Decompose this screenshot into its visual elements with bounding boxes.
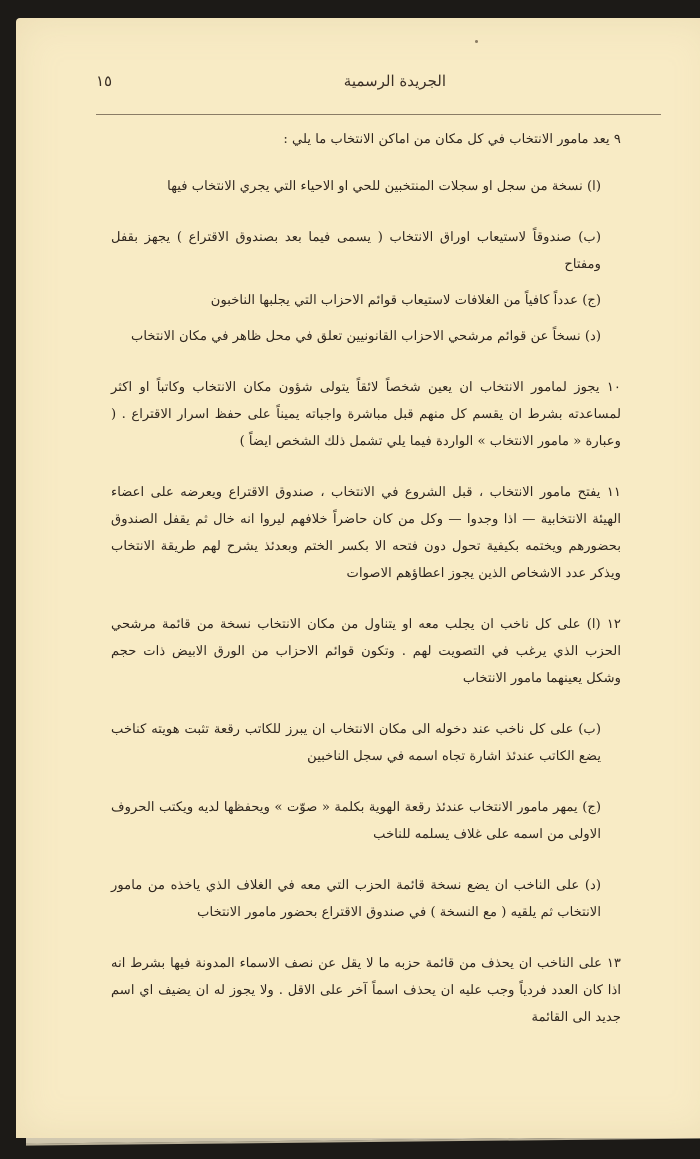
article-10: ١٠ يجوز لمامور الانتخاب ان يعين شخصاً لائقاً يتولى شؤون مكان الانتخاب وكاتباً او اكثر لمساعدته بشرط ان يقسم كل منهم قبل مباشرة واجباته يميناً على حفظ اسرار الاقتراع . ( وعبارة « مامور الانتخاب » الواردة فيما يلي تشمل ذلك الشخص ايضاً ) <box>111 380 621 449</box>
article-12-item-d: (د) على الناخب ان يضع نسخة قائمة الحزب التي معه في الغلاف الذي ياخذه من مامور الانتخاب ثم يلقيه ( مع النسخة ) في صندوق الاقتراع بحضور مامور الانتخاب <box>111 878 601 920</box>
print-speck <box>475 40 478 43</box>
header-divider <box>96 114 661 115</box>
gazette-title: الجريدة الرسمية <box>343 72 446 90</box>
article-12-item-b: (ب) على كل ناخب عند دخوله الى مكان الانتخاب ان يبرز للكاتب رقعة تثبت هويته كناخب يضع الكاتب عندئذ اشارة تجاه اسمه في سجل الناخبين <box>111 722 601 764</box>
page-header <box>96 70 656 100</box>
article-9-item-b: (ب) صندوقاً لاستيعاب اوراق الانتخاب ( يسمى فيما بعد بصندوق الاقتراع ) يجهز بقفل ومفتاح <box>111 230 601 272</box>
article-13: ١٣ على الناخب ان يحذف من قائمة حزبه ما لا يقل عن نصف الاسماء المدونة فيها بشرط انه اذا كان العدد فردياً وجب عليه ان يحذف اسماً آخر على الاقل . ولا يجوز له ان يضيف اي اسم جديد الى القائمة <box>111 956 621 1025</box>
article-12-item-c: (ج) يمهر مامور الانتخاب عندئذ رقعة الهوية بكلمة « صوّت » ويحفظها لديه ويكتب الحروف الاولى من اسمه على غلاف يسلمه للناخب <box>111 800 601 842</box>
page-number: ١٥ <box>96 72 113 90</box>
document-body <box>111 126 651 1031</box>
article-12-item-a: ١٢ (ا) على كل ناخب ان يجلب معه او يتناول من مكان الانتخاب نسخة من قائمة مرشحي الحزب الذي يرغب في التصويت لهم . وتكون قوائم الاحزاب من الورق الابيض ذات حجم وشكل يعينهما مامور الانتخاب <box>111 617 621 686</box>
article-9: ٩ يعد مامور الانتخاب في كل مكان من اماكن الانتخاب ما يلي : <box>283 132 621 147</box>
article-9-item-c: (ج) عدداً كافياً من الغلافات لاستيعاب قوائم الاحزاب التي يجلبها الناخبون <box>210 293 601 308</box>
document-page <box>16 18 700 1138</box>
article-9-item-a: (ا) نسخة من سجل او سجلات المنتخبين للحي او الاحياء التي يجري الانتخاب فيها <box>167 179 601 194</box>
article-11: ١١ يفتح مامور الانتخاب ، قبل الشروع في الانتخاب ، صندوق الاقتراع ويعرضه على اعضاء الهيئة الانتخابية — اذا وجدوا — وكل من كان حاضراً خلافهم ليروا انه خال ثم يقفل الصندوق بحضورهم ويختمه بكيفية تحول دون فتحه الا بكسر الختم وبعدئذ يشرح لهم طريقة الانتخاب ويذكر عدد الاشخاص الذين يجوز اعطاؤهم الاصوات <box>111 485 621 581</box>
article-9-item-d: (د) نسخاً عن قوائم مرشحي الاحزاب القانونيين تعلق في محل ظاهر في مكان الانتخاب <box>131 329 601 344</box>
